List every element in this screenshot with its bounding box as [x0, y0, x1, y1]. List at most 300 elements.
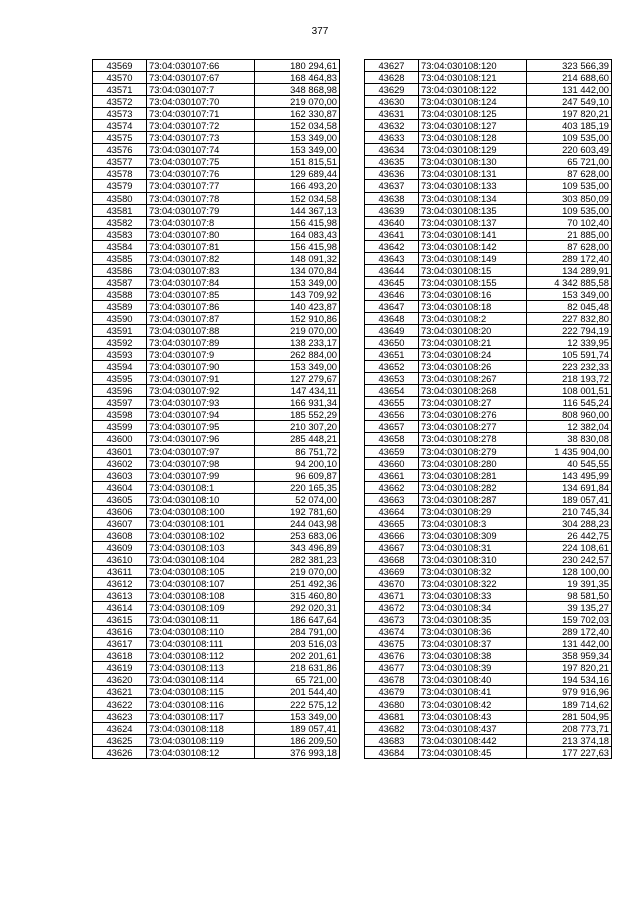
row-number: 43583 — [93, 228, 147, 240]
cadastral-number: 73:04:030108:34 — [419, 602, 527, 614]
table-row — [93, 361, 340, 373]
cadastral-number: 73:04:030108:141 — [419, 228, 527, 240]
row-number: 43588 — [93, 288, 147, 300]
table-body — [365, 60, 612, 759]
table-row — [93, 722, 340, 734]
cadastral-number: 73:04:030107:95 — [147, 421, 255, 433]
table-row — [365, 325, 612, 337]
cadastral-number: 73:04:030108:37 — [419, 638, 527, 650]
cadastral-number: 73:04:030108:12 — [147, 746, 255, 758]
cadastral-value: 358 959,34 — [527, 650, 612, 662]
cadastral-value: 134 289,91 — [527, 264, 612, 276]
cadastral-number: 73:04:030108:121 — [419, 72, 527, 84]
cadastral-number: 73:04:030107:8 — [147, 216, 255, 228]
cadastral-number: 73:04:030108:134 — [419, 192, 527, 204]
row-number: 43660 — [365, 457, 419, 469]
table-row — [365, 602, 612, 614]
cadastral-value: 189 714,62 — [527, 698, 612, 710]
cadastral-value: 282 381,23 — [255, 553, 340, 565]
cadastral-number: 73:04:030107:71 — [147, 108, 255, 120]
cadastral-value: 304 288,23 — [527, 517, 612, 529]
row-number: 43575 — [93, 132, 147, 144]
cadastral-number: 73:04:030108:100 — [147, 505, 255, 517]
cadastral-value: 144 367,13 — [255, 204, 340, 216]
table-row — [93, 180, 340, 192]
row-number: 43587 — [93, 276, 147, 288]
cadastral-number: 73:04:030108:116 — [147, 698, 255, 710]
row-number: 43684 — [365, 746, 419, 758]
table-row — [365, 421, 612, 433]
row-number: 43574 — [93, 120, 147, 132]
row-number: 43675 — [365, 638, 419, 650]
table-row — [365, 312, 612, 324]
cadastral-number: 73:04:030108:117 — [147, 710, 255, 722]
cadastral-value: 131 442,00 — [527, 638, 612, 650]
table-row — [93, 734, 340, 746]
row-number: 43595 — [93, 373, 147, 385]
cadastral-value: 168 464,83 — [255, 72, 340, 84]
row-number: 43639 — [365, 204, 419, 216]
row-number: 43676 — [365, 650, 419, 662]
cadastral-number: 73:04:030108:142 — [419, 240, 527, 252]
cadastral-number: 73:04:030108:11 — [147, 614, 255, 626]
cadastral-number: 73:04:030108:122 — [419, 84, 527, 96]
table-row — [93, 192, 340, 204]
row-number: 43609 — [93, 541, 147, 553]
table-row — [93, 553, 340, 565]
cadastral-value: 143 709,92 — [255, 288, 340, 300]
cadastral-number: 73:04:030108:18 — [419, 300, 527, 312]
row-number: 43663 — [365, 493, 419, 505]
table-row — [93, 156, 340, 168]
table-row — [93, 373, 340, 385]
cadastral-value: 151 815,51 — [255, 156, 340, 168]
cadastral-value: 108 001,51 — [527, 385, 612, 397]
cadastral-number: 73:04:030108:32 — [419, 565, 527, 577]
cadastral-value: 208 773,71 — [527, 722, 612, 734]
row-number: 43664 — [365, 505, 419, 517]
cadastral-number: 73:04:030108:155 — [419, 276, 527, 288]
cadastral-number: 73:04:030108:45 — [419, 746, 527, 758]
cadastral-number: 73:04:030108:287 — [419, 493, 527, 505]
cadastral-value: 251 492,36 — [255, 578, 340, 590]
table-row — [93, 252, 340, 264]
cadastral-value: 86 751,72 — [255, 445, 340, 457]
table-row — [93, 228, 340, 240]
cadastral-value: 303 850,09 — [527, 192, 612, 204]
table-row — [365, 373, 612, 385]
cadastral-number: 73:04:030107:91 — [147, 373, 255, 385]
table-row — [365, 469, 612, 481]
table-row — [365, 565, 612, 577]
cadastral-number: 73:04:030108:437 — [419, 722, 527, 734]
cadastral-value: 4 342 885,58 — [527, 276, 612, 288]
table-row — [93, 96, 340, 108]
table-row — [365, 650, 612, 662]
row-number: 43680 — [365, 698, 419, 710]
cadastral-value: 323 566,39 — [527, 60, 612, 72]
cadastral-number: 73:04:030108:268 — [419, 385, 527, 397]
table-row — [93, 481, 340, 493]
cadastral-number: 73:04:030107:88 — [147, 325, 255, 337]
table-row — [365, 120, 612, 132]
row-number: 43628 — [365, 72, 419, 84]
table-row — [365, 385, 612, 397]
row-number: 43672 — [365, 602, 419, 614]
row-number: 43605 — [93, 493, 147, 505]
cadastral-value: 177 227,63 — [527, 746, 612, 758]
cadastral-number: 73:04:030108:309 — [419, 529, 527, 541]
cadastral-value: 197 820,21 — [527, 662, 612, 674]
cadastral-value: 140 423,87 — [255, 300, 340, 312]
cadastral-number: 73:04:030108:110 — [147, 626, 255, 638]
row-number: 43630 — [365, 96, 419, 108]
cadastral-value: 281 504,95 — [527, 710, 612, 722]
row-number: 43586 — [93, 264, 147, 276]
row-number: 43582 — [93, 216, 147, 228]
cadastral-value: 39 135,27 — [527, 602, 612, 614]
cadastral-number: 73:04:030108:10 — [147, 493, 255, 505]
cadastral-number: 73:04:030108:276 — [419, 409, 527, 421]
cadastral-number: 73:04:030108:114 — [147, 674, 255, 686]
row-number: 43604 — [93, 481, 147, 493]
table-row — [93, 409, 340, 421]
row-number: 43579 — [93, 180, 147, 192]
row-number: 43622 — [93, 698, 147, 710]
cadastral-number: 73:04:030108:133 — [419, 180, 527, 192]
table-row — [365, 674, 612, 686]
cadastral-number: 73:04:030108:125 — [419, 108, 527, 120]
cadastral-number: 73:04:030107:75 — [147, 156, 255, 168]
cadastral-number: 73:04:030108:109 — [147, 602, 255, 614]
table-row — [365, 505, 612, 517]
cadastral-value: 94 200,10 — [255, 457, 340, 469]
cadastral-value: 219 070,00 — [255, 325, 340, 337]
cadastral-value: 12 339,95 — [527, 337, 612, 349]
table-row — [365, 276, 612, 288]
table-row — [93, 385, 340, 397]
row-number: 43655 — [365, 397, 419, 409]
row-number: 43636 — [365, 168, 419, 180]
table-row — [365, 397, 612, 409]
row-number: 43621 — [93, 686, 147, 698]
cadastral-value: 152 910,86 — [255, 312, 340, 324]
table-body — [93, 60, 340, 759]
table-row — [93, 674, 340, 686]
cadastral-value: 128 100,00 — [527, 565, 612, 577]
cadastral-number: 73:04:030107:96 — [147, 433, 255, 445]
table-row — [93, 650, 340, 662]
cadastral-number: 73:04:030108:107 — [147, 578, 255, 590]
row-number: 43651 — [365, 349, 419, 361]
cadastral-number: 73:04:030108:21 — [419, 337, 527, 349]
cadastral-number: 73:04:030107:84 — [147, 276, 255, 288]
table-row — [365, 192, 612, 204]
row-number: 43669 — [365, 565, 419, 577]
cadastral-value: 26 442,75 — [527, 529, 612, 541]
cadastral-number: 73:04:030107:72 — [147, 120, 255, 132]
row-number: 43640 — [365, 216, 419, 228]
table-row — [365, 72, 612, 84]
cadastral-number: 73:04:030108:119 — [147, 734, 255, 746]
row-number: 43666 — [365, 529, 419, 541]
row-number: 43607 — [93, 517, 147, 529]
cadastral-value: 222 794,19 — [527, 325, 612, 337]
cadastral-number: 73:04:030107:74 — [147, 144, 255, 156]
table-row — [93, 457, 340, 469]
cadastral-value: 180 294,61 — [255, 60, 340, 72]
table-row — [365, 614, 612, 626]
cadastral-value: 65 721,00 — [255, 674, 340, 686]
cadastral-number: 73:04:030107:92 — [147, 385, 255, 397]
row-number: 43614 — [93, 602, 147, 614]
cadastral-number: 73:04:030107:99 — [147, 469, 255, 481]
cadastral-value: 230 242,57 — [527, 553, 612, 565]
row-number: 43610 — [93, 553, 147, 565]
row-number: 43581 — [93, 204, 147, 216]
cadastral-number: 73:04:030108:42 — [419, 698, 527, 710]
cadastral-value: 129 689,44 — [255, 168, 340, 180]
row-number: 43580 — [93, 192, 147, 204]
cadastral-number: 73:04:030107:90 — [147, 361, 255, 373]
cadastral-value: 40 545,55 — [527, 457, 612, 469]
table-row — [365, 710, 612, 722]
cadastral-value: 376 993,18 — [255, 746, 340, 758]
row-number: 43635 — [365, 156, 419, 168]
row-number: 43571 — [93, 84, 147, 96]
cadastral-value: 403 185,19 — [527, 120, 612, 132]
cadastral-value: 219 070,00 — [255, 565, 340, 577]
cadastral-value: 166 931,34 — [255, 397, 340, 409]
table-row — [365, 493, 612, 505]
cadastral-value: 147 434,11 — [255, 385, 340, 397]
cadastral-value: 153 349,00 — [255, 132, 340, 144]
cadastral-number: 73:04:030108:118 — [147, 722, 255, 734]
cadastral-value: 202 201,61 — [255, 650, 340, 662]
cadastral-number: 73:04:030108:128 — [419, 132, 527, 144]
row-number: 43613 — [93, 590, 147, 602]
row-number: 43620 — [93, 674, 147, 686]
cadastral-number: 73:04:030108:137 — [419, 216, 527, 228]
cadastral-value: 189 057,41 — [527, 493, 612, 505]
table-row — [93, 108, 340, 120]
cadastral-number: 73:04:030108:39 — [419, 662, 527, 674]
row-number: 43612 — [93, 578, 147, 590]
table-row — [93, 662, 340, 674]
cadastral-value: 109 535,00 — [527, 180, 612, 192]
cadastral-number: 73:04:030108:16 — [419, 288, 527, 300]
cadastral-value: 143 495,99 — [527, 469, 612, 481]
cadastral-number: 73:04:030107:67 — [147, 72, 255, 84]
row-number: 43597 — [93, 397, 147, 409]
cadastral-value: 52 074,00 — [255, 493, 340, 505]
cadastral-number: 73:04:030108:104 — [147, 553, 255, 565]
row-number: 43665 — [365, 517, 419, 529]
table-row — [93, 602, 340, 614]
cadastral-value: 343 496,89 — [255, 541, 340, 553]
row-number: 43650 — [365, 337, 419, 349]
table-row — [93, 686, 340, 698]
row-number: 43642 — [365, 240, 419, 252]
cadastral-number: 73:04:030107:94 — [147, 409, 255, 421]
cadastral-number: 73:04:030107:93 — [147, 397, 255, 409]
cadastral-value: 203 516,03 — [255, 638, 340, 650]
row-number: 43667 — [365, 541, 419, 553]
cadastral-value: 21 885,00 — [527, 228, 612, 240]
cadastral-number: 73:04:030108:149 — [419, 252, 527, 264]
table-row — [93, 60, 340, 72]
cadastral-value: 164 083,43 — [255, 228, 340, 240]
cadastral-number: 73:04:030108:129 — [419, 144, 527, 156]
cadastral-number: 73:04:030107:76 — [147, 168, 255, 180]
cadastral-number: 73:04:030108:281 — [419, 469, 527, 481]
cadastral-number: 73:04:030108:3 — [419, 517, 527, 529]
row-number: 43611 — [93, 565, 147, 577]
cadastral-number: 73:04:030108:442 — [419, 734, 527, 746]
cadastral-number: 73:04:030108:127 — [419, 120, 527, 132]
table-row — [365, 662, 612, 674]
row-number: 43593 — [93, 349, 147, 361]
cadastral-number: 73:04:030108:38 — [419, 650, 527, 662]
cadastral-value: 109 535,00 — [527, 132, 612, 144]
row-number: 43601 — [93, 445, 147, 457]
cadastral-value: 262 884,00 — [255, 349, 340, 361]
table-row — [93, 240, 340, 252]
row-number: 43632 — [365, 120, 419, 132]
cadastral-number: 73:04:030108:111 — [147, 638, 255, 650]
table-row — [365, 686, 612, 698]
table-row — [365, 300, 612, 312]
table-row — [93, 541, 340, 553]
table-row — [365, 517, 612, 529]
row-number: 43600 — [93, 433, 147, 445]
cadastral-number: 73:04:030108:31 — [419, 541, 527, 553]
cadastral-number: 73:04:030108:20 — [419, 325, 527, 337]
cadastral-value: 185 552,29 — [255, 409, 340, 421]
table-row — [365, 722, 612, 734]
cadastral-number: 73:04:030108:101 — [147, 517, 255, 529]
row-number: 43589 — [93, 300, 147, 312]
cadastral-number: 73:04:030108:131 — [419, 168, 527, 180]
cadastral-number: 73:04:030108:102 — [147, 529, 255, 541]
row-number: 43646 — [365, 288, 419, 300]
cadastral-value: 148 091,32 — [255, 252, 340, 264]
table-row — [93, 120, 340, 132]
row-number: 43634 — [365, 144, 419, 156]
cadastral-number: 73:04:030108:40 — [419, 674, 527, 686]
row-number: 43647 — [365, 300, 419, 312]
cadastral-value: 87 628,00 — [527, 240, 612, 252]
cadastral-value: 979 916,96 — [527, 686, 612, 698]
table-row — [93, 168, 340, 180]
cadastral-number: 73:04:030107:66 — [147, 60, 255, 72]
cadastral-value: 12 382,04 — [527, 421, 612, 433]
cadastral-number: 73:04:030108:33 — [419, 590, 527, 602]
table-row — [93, 505, 340, 517]
table-row — [365, 698, 612, 710]
cadastral-value: 220 165,35 — [255, 481, 340, 493]
cadastral-value: 224 108,61 — [527, 541, 612, 553]
cadastral-value: 210 745,34 — [527, 505, 612, 517]
cadastral-value: 127 279,67 — [255, 373, 340, 385]
row-number: 43671 — [365, 590, 419, 602]
table-row — [93, 590, 340, 602]
row-number: 43633 — [365, 132, 419, 144]
row-number: 43591 — [93, 325, 147, 337]
cadastral-value: 156 415,98 — [255, 240, 340, 252]
cadastral-number: 73:04:030108:278 — [419, 433, 527, 445]
table-row — [365, 361, 612, 373]
row-number: 43616 — [93, 626, 147, 638]
cadastral-value: 210 307,20 — [255, 421, 340, 433]
table-row — [93, 614, 340, 626]
cadastral-number: 73:04:030107:98 — [147, 457, 255, 469]
table-row — [365, 228, 612, 240]
cadastral-number: 73:04:030108:322 — [419, 578, 527, 590]
row-number: 43619 — [93, 662, 147, 674]
cadastral-value: 289 172,40 — [527, 626, 612, 638]
table-row — [93, 132, 340, 144]
row-number: 43617 — [93, 638, 147, 650]
table-row — [93, 216, 340, 228]
cadastral-value: 65 721,00 — [527, 156, 612, 168]
row-number: 43644 — [365, 264, 419, 276]
table-row — [93, 517, 340, 529]
cadastral-value: 98 581,50 — [527, 590, 612, 602]
cadastral-number: 73:04:030108:267 — [419, 373, 527, 385]
table-row — [365, 264, 612, 276]
cadastral-value: 134 691,84 — [527, 481, 612, 493]
table-row — [365, 156, 612, 168]
table-row — [365, 240, 612, 252]
table-row — [93, 84, 340, 96]
cadastral-value: 38 830,08 — [527, 433, 612, 445]
row-number: 43661 — [365, 469, 419, 481]
row-number: 43576 — [93, 144, 147, 156]
row-number: 43608 — [93, 529, 147, 541]
table-row — [93, 578, 340, 590]
cadastral-value: 186 647,64 — [255, 614, 340, 626]
cadastral-number: 73:04:030108:279 — [419, 445, 527, 457]
cadastral-value: 116 545,24 — [527, 397, 612, 409]
cadastral-value: 156 415,98 — [255, 216, 340, 228]
cadastral-value: 138 233,17 — [255, 337, 340, 349]
row-number: 43643 — [365, 252, 419, 264]
cadastral-value: 223 232,33 — [527, 361, 612, 373]
cadastral-value: 292 020,31 — [255, 602, 340, 614]
row-number: 43654 — [365, 385, 419, 397]
table-row — [365, 445, 612, 457]
cadastral-number: 73:04:030107:82 — [147, 252, 255, 264]
cadastral-number: 73:04:030107:85 — [147, 288, 255, 300]
row-number: 43624 — [93, 722, 147, 734]
cadastral-number: 73:04:030108:15 — [419, 264, 527, 276]
table-row — [365, 337, 612, 349]
cadastral-value: 70 102,40 — [527, 216, 612, 228]
table-row — [365, 204, 612, 216]
cadastral-value: 289 172,40 — [527, 252, 612, 264]
table-row — [93, 710, 340, 722]
cadastral-value: 213 374,18 — [527, 734, 612, 746]
registry-table-right — [364, 59, 612, 759]
table-row — [93, 397, 340, 409]
cadastral-value: 197 820,21 — [527, 108, 612, 120]
table-row — [365, 288, 612, 300]
cadastral-number: 73:04:030107:79 — [147, 204, 255, 216]
table-row — [93, 325, 340, 337]
row-number: 43637 — [365, 180, 419, 192]
table-row — [365, 96, 612, 108]
